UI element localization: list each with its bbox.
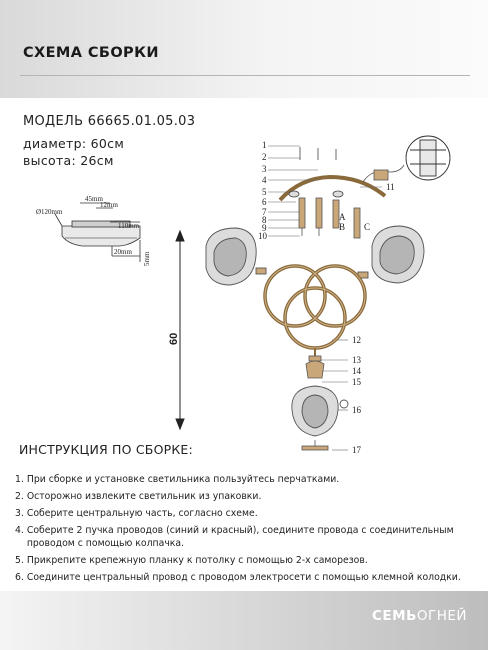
model-number: МОДЕЛЬ 66665.01.05.03: [23, 114, 196, 129]
brand-light-text: ОГНЕЙ: [416, 608, 467, 624]
diameter-spec: диаметр: 60см: [23, 136, 125, 151]
page-title: СХЕМА СБОРКИ: [23, 45, 159, 61]
part-label-6: 6: [262, 197, 267, 207]
canopy-parts: [280, 147, 404, 200]
dim-45-label: 45mm: [85, 195, 103, 203]
part-label-5: 5: [262, 187, 267, 197]
sub-label-c: C: [364, 222, 371, 232]
connector-detail: [406, 136, 450, 180]
part-label-16: 16: [352, 405, 361, 415]
height-scale-arrow: [176, 231, 184, 429]
instruction-step-4: 4. Соберите 2 пучка проводов (синий и красный), соедините провода с соединительным: [15, 525, 454, 536]
instruction-step-5: 5. Прикрепите крепежную планку к потолку с помощью 2-х саморезов.: [15, 555, 368, 566]
height-spec: высота: 26см: [23, 153, 114, 168]
part-label-7: 7: [262, 207, 267, 217]
connector-rods: [299, 198, 360, 238]
part-label-11: 11: [386, 182, 395, 192]
part-label-4: 4: [262, 175, 267, 185]
sub-label-a: A: [339, 212, 346, 222]
ring-frame: [265, 266, 365, 348]
part-label-2: 2: [262, 152, 267, 162]
brand-bold-text: СЕМЬ: [372, 608, 417, 624]
ring-inner: [265, 266, 365, 348]
brand-logo: [372, 608, 467, 624]
right-glass-shade: [358, 226, 424, 283]
dim-110-label: 110mm: [118, 222, 140, 230]
part-label-3: 3: [262, 164, 267, 174]
instruction-step-2: 2. Осторожно извлеките светильник из упаковки.: [15, 491, 262, 502]
part-label-12: 12: [352, 335, 361, 345]
scale-label: 60: [168, 332, 180, 345]
part-label-8: 8: [262, 215, 267, 225]
part-label-13: 13: [352, 355, 361, 365]
dim-diameter-label: Ø120mm: [36, 208, 63, 216]
part-label-9: 9: [262, 223, 267, 233]
left-glass-shade: [206, 228, 266, 285]
part-label-14: 14: [352, 366, 361, 376]
part-label-10: 10: [258, 231, 267, 241]
part-label-17: 17: [352, 445, 361, 455]
dim-20-label: 20mm: [114, 248, 132, 256]
sub-label-b: B: [339, 222, 346, 232]
center-stem: [306, 348, 324, 378]
bottom-glass-shade: [292, 386, 348, 436]
dim-5-label: 5mm: [143, 251, 151, 266]
instructions-title: ИНСТРУКЦИЯ ПО СБОРКЕ:: [19, 442, 193, 457]
instruction-step-4-cont: проводом с помощью колпачка.: [15, 538, 185, 549]
instruction-step-1: 1. При сборке и установке светильника пользуйтесь перчатками.: [15, 474, 340, 485]
instruction-step-6: 6. Соедините центральный провод с проводом электросети с помощью клемной колодки.: [15, 572, 461, 583]
instruction-step-3: 3. Соберите центральную часть, согласно схеме.: [15, 508, 258, 519]
dim-12-label: 12mm: [100, 201, 118, 209]
part-label-1: 1: [262, 140, 267, 150]
finial: [302, 440, 328, 450]
part-label-15: 15: [352, 377, 361, 387]
